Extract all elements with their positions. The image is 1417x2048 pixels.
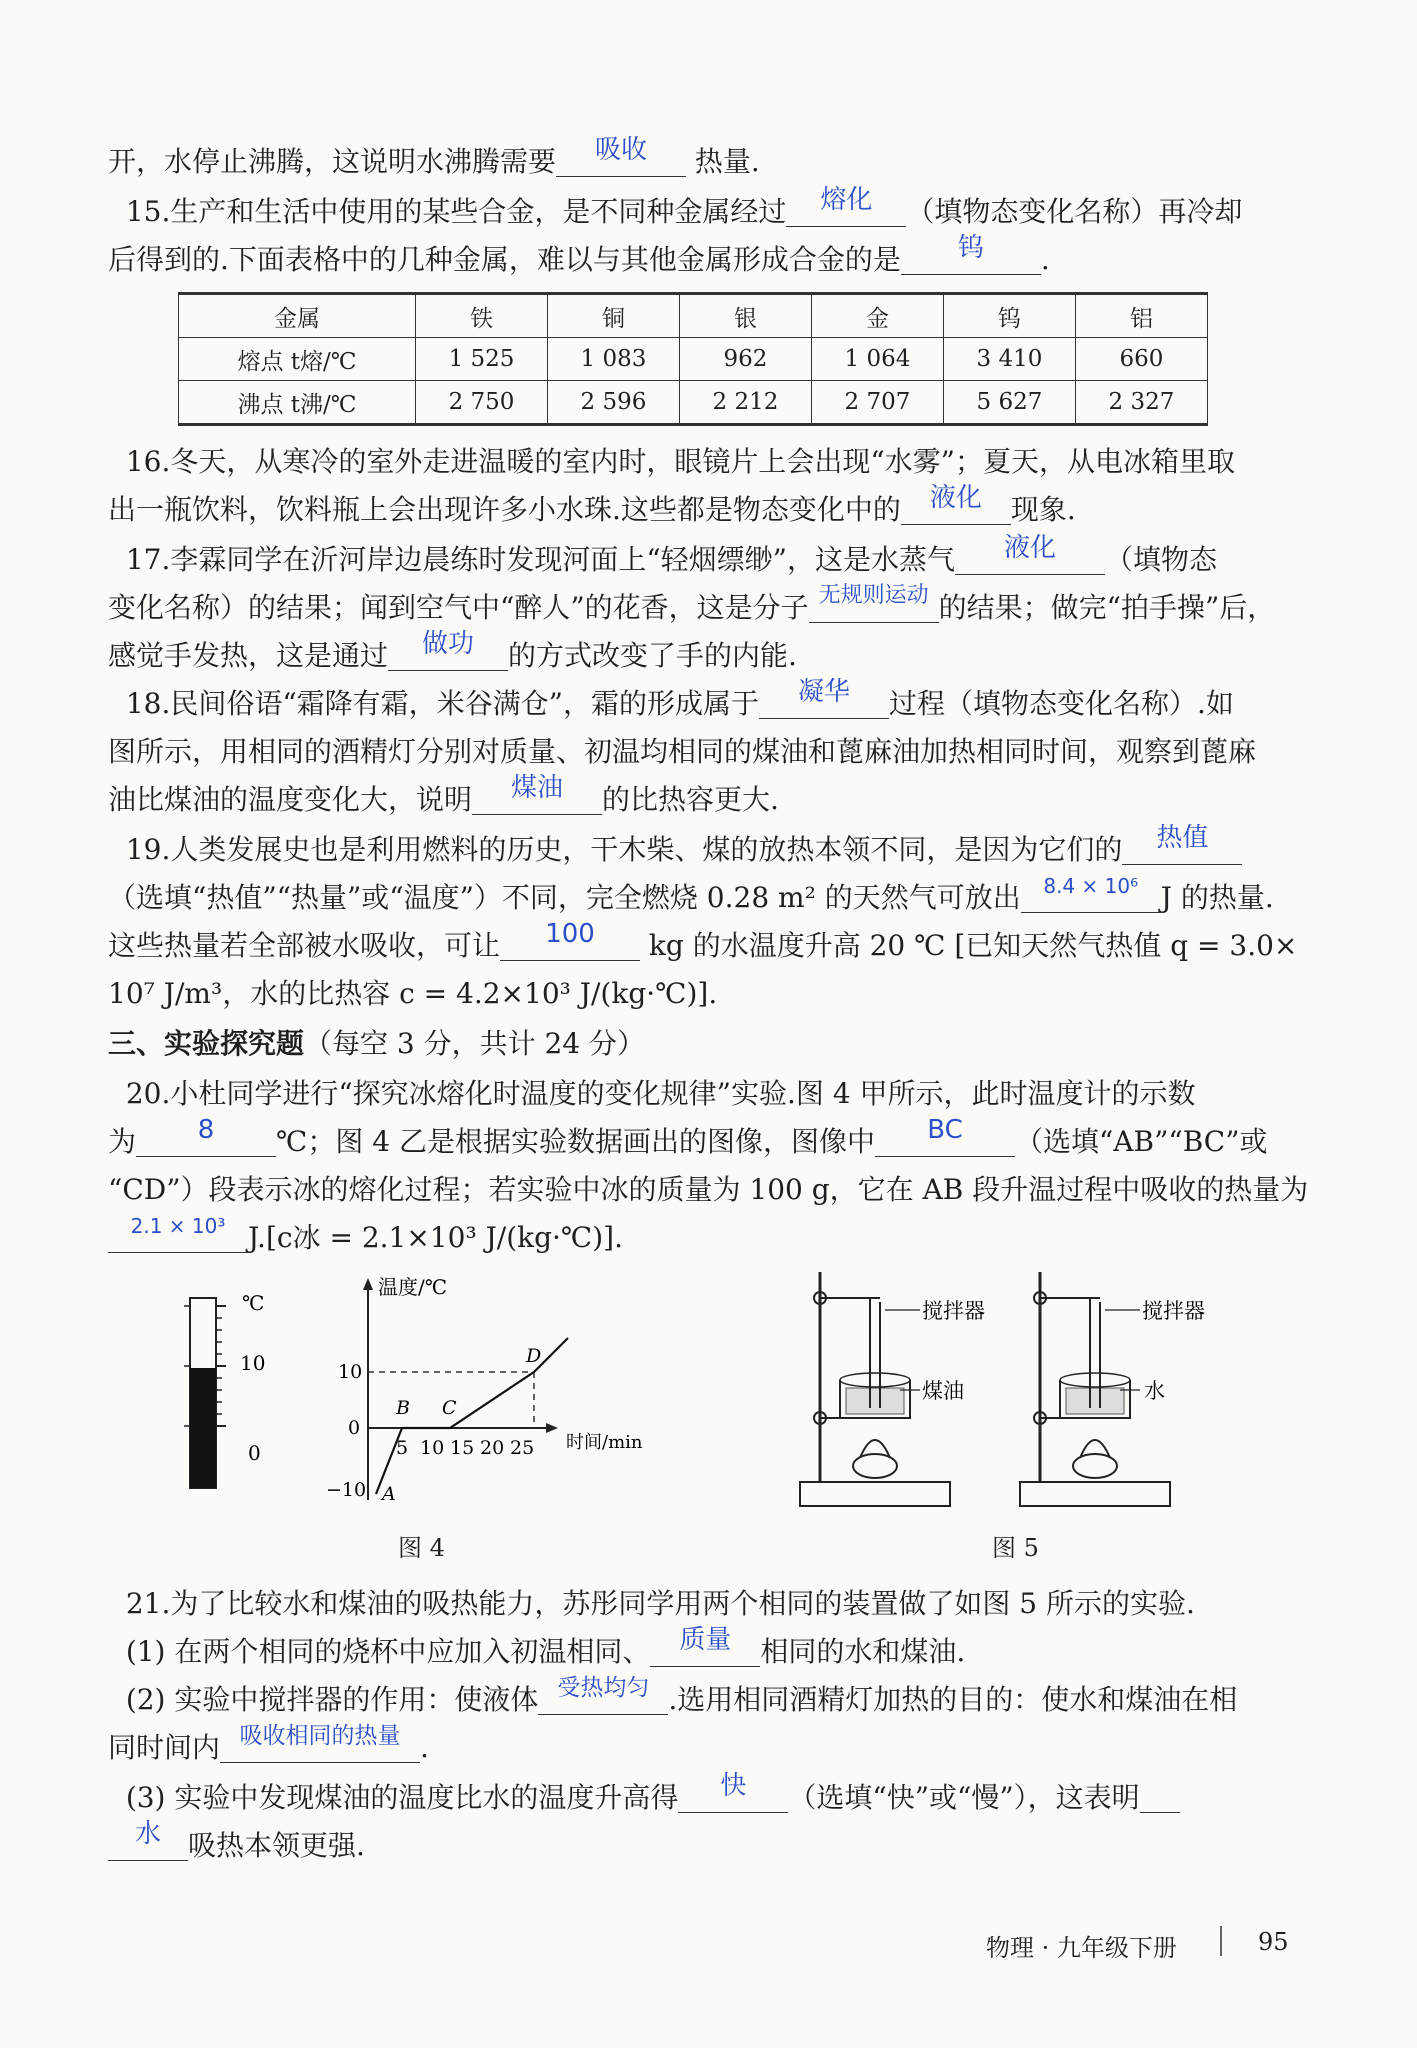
question-16-line-2 — [108, 483, 1288, 532]
text: (1) 在两个相同的烧杯中应加入初温相同、 — [125, 1635, 651, 1668]
handwritten-answer: 100 — [545, 919, 595, 949]
answer-blank — [809, 583, 939, 623]
table-cell: 银 — [679, 294, 811, 338]
text: 相同的水和煤油. — [760, 1635, 966, 1668]
thermometer-unit: ℃ — [242, 1291, 265, 1315]
handwritten-answer: 钨 — [957, 233, 984, 263]
thermometer-icon — [184, 1298, 226, 1488]
answer-blank — [108, 1214, 248, 1253]
text: . — [1040, 243, 1050, 276]
answer-blank — [500, 919, 640, 961]
text: 的比热容更大. — [602, 783, 779, 816]
question-21-line-6 — [108, 1819, 1288, 1868]
x-tick-label: 5 — [396, 1437, 409, 1459]
table-cell: 金 — [811, 294, 943, 338]
table-cell: 3 410 — [943, 338, 1075, 381]
text: 油比煤油的温度变化大，说明 — [108, 783, 473, 816]
question-21-line-2 — [108, 1625, 1288, 1674]
question-17-line-2 — [108, 583, 1288, 630]
text: 现象. — [1010, 493, 1076, 526]
x-tick-label: 15 — [450, 1437, 475, 1459]
footer-divider — [1220, 1926, 1222, 1956]
question-20-line-4 — [108, 1216, 1288, 1260]
answer-blank — [901, 483, 1011, 525]
handwritten-answer: 热值 — [1156, 823, 1209, 853]
table-row — [179, 381, 1208, 425]
text: ℃；图 4 乙是根据实验数据画出的图像，图像中 — [276, 1125, 875, 1158]
question-17-line-1 — [108, 533, 1288, 582]
handwritten-answer: 凝华 — [797, 677, 850, 707]
handwritten-answer: 熔化 — [820, 185, 873, 215]
text: （选填“热值”“热量”或“温度”）不同，完全燃烧 0.28 m² 的天然气可放出 — [108, 881, 1021, 914]
question-18-line-1 — [108, 677, 1288, 726]
y-tick-label: 10 — [338, 1361, 363, 1383]
figure-5 — [790, 1262, 1210, 1522]
text: J 的热量. — [1160, 881, 1274, 914]
question-19-line-2 — [108, 876, 1288, 920]
handwritten-answer: 8 — [197, 1115, 215, 1145]
answer-blank — [875, 1115, 1015, 1157]
book-title: 物理 · 九年级下册 — [986, 1934, 1177, 1962]
answer-blank-start — [1140, 1778, 1180, 1813]
table-cell: 1 525 — [416, 338, 548, 381]
question-19-line-3 — [108, 919, 1298, 968]
handwritten-answer: 煤油 — [511, 773, 564, 803]
text: 吸热本领更强. — [188, 1829, 365, 1862]
y-axis-label: 温度/℃ — [378, 1275, 448, 1299]
text: 变化名称）的结果；闻到空气中“醉人”的花香，这是分子 — [108, 591, 809, 624]
text: （填物态变化名称）再冷却 — [906, 195, 1243, 228]
point-label-a: A — [382, 1483, 396, 1505]
section-3-heading — [108, 1022, 1288, 1066]
text: (2) 实验中搅拌器的作用：使液体 — [125, 1683, 539, 1716]
section-note: （每空 3 分，共计 24 分） — [304, 1027, 646, 1060]
text: 开，水停止沸腾，这说明水沸腾需要 — [108, 145, 557, 178]
text: 15.生产和生活中使用的某些合金，是不同种金属经过 — [125, 195, 787, 228]
text: 热量. — [694, 145, 760, 178]
x-tick-label: 25 — [510, 1437, 535, 1459]
text: 过程（填物态变化名称）.如 — [888, 687, 1234, 720]
table-cell: 2 707 — [811, 381, 943, 425]
point-label-d: D — [526, 1345, 542, 1367]
text: 为 — [108, 1125, 137, 1158]
answer-blank — [955, 533, 1105, 575]
text: . — [420, 1731, 429, 1764]
question-21-line-3 — [108, 1675, 1288, 1722]
text: 的结果；做完“拍手操”后， — [938, 591, 1276, 624]
text: .选用相同酒精灯加热的目的：使水和煤油在相 — [668, 1683, 1238, 1716]
answer-blank — [1122, 823, 1242, 865]
text: kg 的水温度升高 20 ℃ [已知天然气热值 q = 3.0× — [648, 929, 1298, 962]
text: 10⁷ J/m³，水的比热容 c = 4.2×10³ J/(kg·℃)]. — [108, 977, 718, 1010]
answer-blank — [108, 1819, 188, 1861]
answer-blank — [220, 1723, 420, 1763]
question-21-line-1 — [108, 1582, 1288, 1626]
answer-blank — [538, 1675, 668, 1715]
answer-blank — [1021, 874, 1161, 913]
table-cell: 5 627 — [943, 381, 1075, 425]
question-18-line-3 — [108, 773, 1288, 822]
section-title: 三、实验探究题 — [108, 1027, 305, 1060]
metal-properties-table — [178, 292, 1208, 426]
table-cell: 熔点 t熔/℃ — [179, 338, 416, 381]
answer-blank — [472, 773, 602, 815]
answer-blank — [388, 629, 508, 671]
water-label: 水 — [1144, 1379, 1165, 1403]
y-tick-label: −10 — [326, 1479, 367, 1501]
handwritten-answer: 受热均匀 — [557, 1675, 650, 1701]
text: 21.为了比较水和煤油的吸热能力，苏彤同学用两个相同的装置做了如图 5 所示的实验. — [125, 1587, 1195, 1620]
table-cell: 铝 — [1075, 294, 1207, 338]
handwritten-answer: 吸收相同的热量 — [239, 1723, 401, 1749]
figure-4 — [170, 1268, 690, 1518]
table-cell: 1 083 — [547, 338, 679, 381]
y-tick-label: 0 — [348, 1417, 361, 1439]
handwritten-answer: BC — [927, 1115, 963, 1145]
handwritten-answer: 质量 — [679, 1625, 732, 1655]
question-17-line-3 — [108, 629, 1288, 678]
handwritten-answer: 做功 — [422, 629, 475, 659]
text: （选填“快”或“慢”），这表明 — [788, 1781, 1140, 1814]
page-number: 95 — [1258, 1928, 1289, 1956]
figure-4-caption: 图 4 — [398, 1534, 445, 1562]
figure-5-caption: 图 5 — [992, 1534, 1039, 1562]
kerosene-label: 煤油 — [922, 1379, 964, 1403]
thermometer-label-0: 0 — [248, 1441, 261, 1465]
text: “CD”）段表示冰的熔化过程；若实验中冰的质量为 100 g，它在 AB 段升温过程中吸收的热量为 — [108, 1173, 1309, 1206]
text-line — [108, 135, 1288, 184]
handwritten-answer: 无规则运动 — [818, 583, 929, 608]
text: 18.民间俗语“霜降有霜，米谷满仓”，霜的形成属于 — [125, 687, 759, 720]
table-cell: 沸点 t沸/℃ — [179, 381, 416, 425]
answer-blank — [786, 185, 906, 227]
text: 同时间内 — [108, 1731, 221, 1764]
x-tick-label: 10 — [420, 1437, 445, 1459]
question-20-line-3 — [108, 1168, 1309, 1212]
question-20-line-1 — [108, 1072, 1288, 1116]
table-row — [179, 338, 1208, 381]
x-tick-label: 20 — [480, 1437, 505, 1459]
thermometer-label-10: 10 — [240, 1351, 266, 1375]
table-cell: 962 — [679, 338, 811, 381]
table-cell: 2 212 — [679, 381, 811, 425]
text: 16.冬天，从寒冷的室外走进温暖的室内时，眼镜片上会出现“水雾”；夏天，从电冰箱里取 — [125, 445, 1235, 478]
handwritten-answer: 液化 — [929, 483, 982, 513]
stirrer-label: 搅拌器 — [922, 1299, 985, 1323]
table-cell: 2 750 — [416, 381, 548, 425]
handwritten-answer: 快 — [720, 1771, 747, 1801]
question-18-line-2 — [108, 730, 1288, 774]
answer-blank — [759, 677, 889, 719]
text: 图所示，用相同的酒精灯分别对质量、初温均相同的煤油和蓖麻油加热相同时间，观察到蓖麻 — [108, 735, 1257, 768]
answer-blank — [901, 233, 1041, 275]
table-cell: 2 596 — [547, 381, 679, 425]
text: 19.人类发展史也是利用燃料的历史，干木柴、煤的放热本领不同，是因为它们的 — [125, 833, 1123, 866]
handwritten-answer: 液化 — [1003, 533, 1056, 563]
question-21-line-5 — [108, 1771, 1288, 1820]
table-cell: 金属 — [179, 294, 416, 338]
table-cell: 1 064 — [811, 338, 943, 381]
question-15-line-2 — [108, 233, 1288, 282]
text: 感觉手发热，这是通过 — [108, 639, 389, 672]
handwritten-answer: 吸收 — [595, 135, 648, 165]
text: 后得到的.下面表格中的几种金属，难以与其他金属形成合金的是 — [108, 243, 901, 276]
handwritten-answer: 8.4 × 10⁶ — [1043, 874, 1139, 898]
table-cell: 铜 — [547, 294, 679, 338]
question-20-line-2 — [108, 1115, 1288, 1164]
text: （填物态 — [1104, 543, 1217, 576]
text: (3) 实验中发现煤油的温度比水的温度升高得 — [125, 1781, 679, 1814]
point-label-b: B — [396, 1397, 410, 1419]
text: 17.李霖同学在沂河岸边晨练时发现河面上“轻烟缥缈”，这是水蒸气 — [125, 543, 955, 576]
question-19-line-1 — [108, 823, 1288, 872]
table-header-row — [179, 294, 1208, 338]
question-16-line-1 — [108, 440, 1288, 484]
table-cell: 2 327 — [1075, 381, 1207, 425]
x-axis-label: 时间/min — [566, 1432, 643, 1453]
handwritten-answer: 2.1 × 10³ — [130, 1214, 226, 1238]
text: 这些热量若全部被水吸收，可让 — [108, 929, 501, 962]
point-label-c: C — [442, 1397, 457, 1419]
table-cell: 钨 — [943, 294, 1075, 338]
text: 出一瓶饮料，饮料瓶上会出现许多小水珠.这些都是物态变化中的 — [108, 493, 901, 526]
answer-blank — [556, 135, 686, 177]
answer-blank — [136, 1115, 276, 1157]
answer-blank — [678, 1771, 788, 1813]
table-cell: 铁 — [416, 294, 548, 338]
question-15-line-1 — [108, 185, 1288, 234]
text: 的方式改变了手的内能. — [508, 639, 797, 672]
question-19-line-4 — [108, 972, 1288, 1016]
text: （选填“AB”“BC”或 — [1014, 1125, 1268, 1158]
question-21-line-4 — [108, 1723, 1288, 1770]
temperature-time-graph — [363, 1278, 568, 1500]
stirrer-label: 搅拌器 — [1142, 1299, 1205, 1323]
handwritten-answer: 水 — [134, 1819, 161, 1849]
answer-blank — [650, 1625, 760, 1667]
text: 20.小杜同学进行“探究冰熔化时温度的变化规律”实验.图 4 甲所示，此时温度计的示数 — [125, 1077, 1196, 1110]
text: J.[c冰 = 2.1×10³ J/(kg·℃)]. — [248, 1221, 624, 1254]
table-cell: 660 — [1075, 338, 1207, 381]
